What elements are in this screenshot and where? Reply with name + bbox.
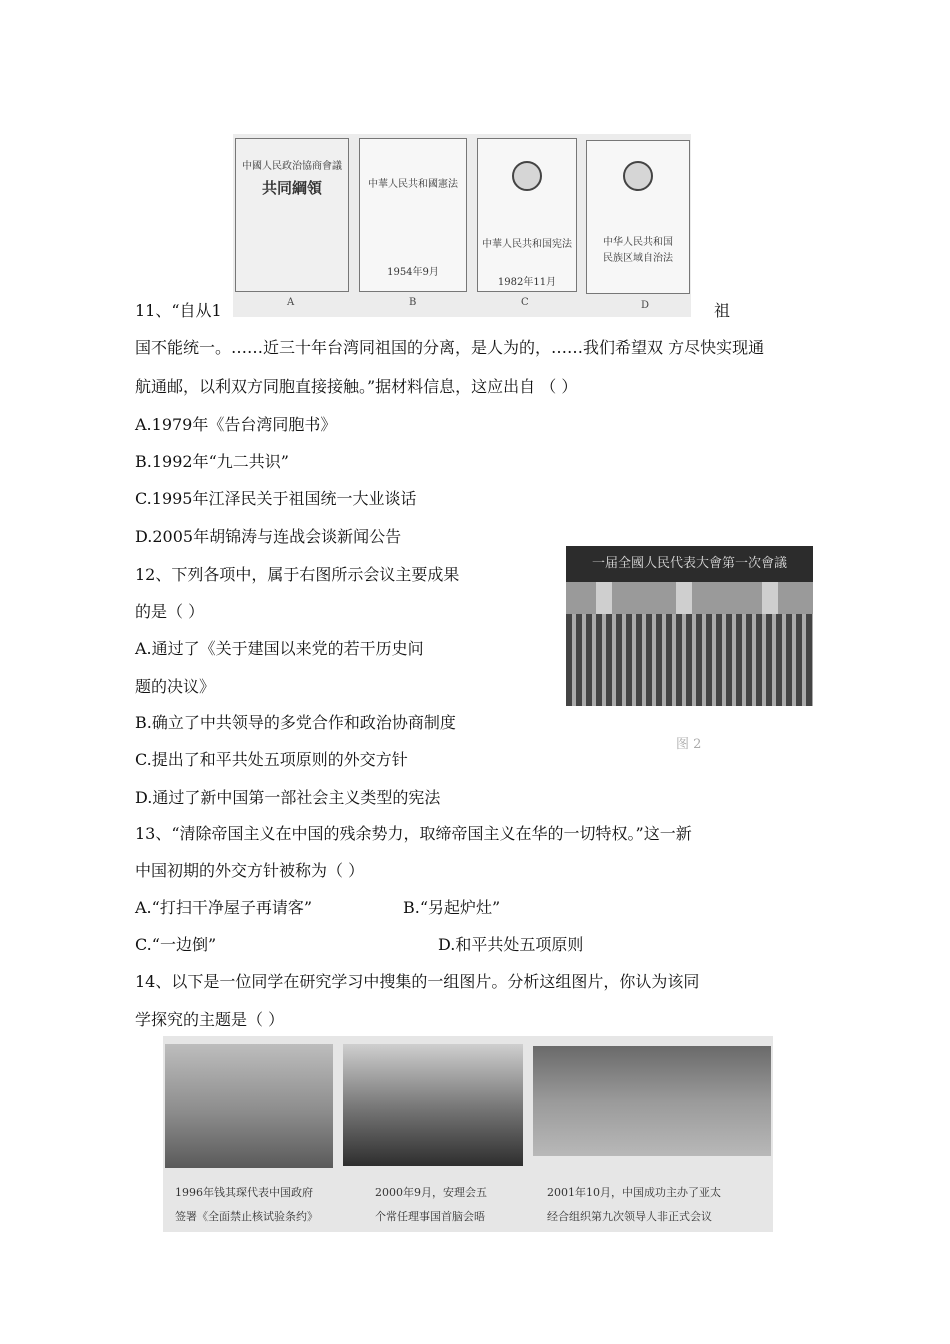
q13-line-2: 中国初期的外交方针被称为（ ）	[135, 861, 365, 880]
book-cover-c	[477, 138, 577, 292]
photo-2-caption-1: 2000年9月，安理会五	[375, 1186, 487, 1199]
q11-option-a: A.1979年《告台湾同胞书》	[135, 415, 337, 434]
q13-line-1: 13、“清除帝国主义在中国的残余势力，取缔帝国主义在华的一切特权。”这一新	[135, 824, 692, 843]
book-a-title-1: 中國人民政治協商會議	[242, 161, 342, 172]
q12-option-d: D.通过了新中国第一部社会主义类型的宪法	[135, 788, 441, 807]
q11-line-2: 国不能统一。……近三十年台湾同祖国的分离，是人为的，……我们希望双 方尽快实现通	[135, 338, 765, 357]
q11-option-d: D.2005年胡锦涛与连战会谈新闻公告	[135, 527, 402, 546]
book-d-title-1: 中华人民共和国	[603, 237, 673, 248]
photo-1-caption-1: 1996年钱其琛代表中国政府	[175, 1186, 313, 1199]
q12-option-a-2: 题的决议》	[135, 677, 216, 696]
q12-line-1: 12、下列各项中，属于右图所示会议主要成果	[135, 565, 460, 584]
national-emblem-icon	[512, 161, 542, 191]
book-c-title: 中華人民共和国宪法	[482, 239, 572, 250]
crowd	[566, 614, 813, 706]
congress-photo	[566, 546, 813, 706]
book-cover-d	[586, 140, 690, 294]
q12-option-b: B.确立了中共领导的多党合作和政治协商制度	[135, 713, 456, 732]
q11-line-3: 航通邮，以利双方同胞直接接触。”据材料信息，这应出自 （ ）	[135, 377, 578, 396]
security-council-summit-photo	[343, 1044, 523, 1166]
photo-3-caption-1: 2001年10月，中国成功主办了亚太	[547, 1186, 721, 1199]
book-d-title-2: 民族区域自治法	[603, 253, 673, 264]
q11-option-c: C.1995年江泽民关于祖国统一大业谈话	[135, 489, 417, 508]
book-c-date: 1982年11月	[497, 277, 557, 288]
photo-1-caption-2: 签署《全面禁止核试验条约》	[175, 1210, 318, 1223]
constitution-documents-image	[233, 134, 691, 317]
q14-line-1: 14、以下是一位同学在研究学习中搜集的一组图片。分析这组图片，你认为该同	[135, 972, 700, 991]
q13-option-b: B.“另起炉灶”	[403, 898, 501, 917]
book-a-title-2: 共同綱領	[261, 179, 322, 197]
q11-option-b: B.1992年“九二共识”	[135, 452, 289, 471]
q13-option-a: A.“打扫干净屋子再请客”	[135, 898, 313, 917]
congress-photo-caption: 图 2	[676, 737, 702, 752]
q14-photo-strip	[163, 1036, 773, 1232]
treaty-signing-photo	[165, 1044, 333, 1168]
book-label-a: A	[287, 297, 295, 308]
national-emblem-icon	[623, 161, 653, 191]
q13-option-c: C.“一边倒”	[135, 935, 217, 954]
q13-option-d: D.和平共处五项原则	[438, 935, 584, 954]
q11-line-1: 11、“自从1	[135, 301, 222, 320]
book-label-b: B	[409, 297, 417, 308]
q12-line-2: 的是（ ）	[135, 602, 205, 621]
congress-banner: 一届全國人民代表大會第一次會議	[566, 546, 813, 582]
photo-2-caption-2: 个常任理事国首脑会晤	[375, 1210, 485, 1223]
book-label-d: D	[641, 300, 650, 311]
q12-option-c: C.提出了和平共处五项原则的外交方针	[135, 750, 408, 769]
apec-meeting-photo	[533, 1046, 771, 1156]
book-cover-a	[235, 138, 349, 292]
q12-option-a-1: A.通过了《关于建国以来党的若干历史问	[135, 639, 424, 658]
book-b-title: 中華人民共和國憲法	[368, 179, 458, 190]
book-cover-b	[359, 138, 467, 292]
photo-3-caption-2: 经合组织第九次领导人非正式会议	[547, 1210, 712, 1223]
book-b-date: 1954年9月	[387, 267, 439, 278]
book-label-c: C	[521, 297, 529, 308]
q14-line-2: 学探究的主题是（ ）	[135, 1010, 285, 1029]
q11-line-1-end: 祖	[714, 301, 731, 320]
